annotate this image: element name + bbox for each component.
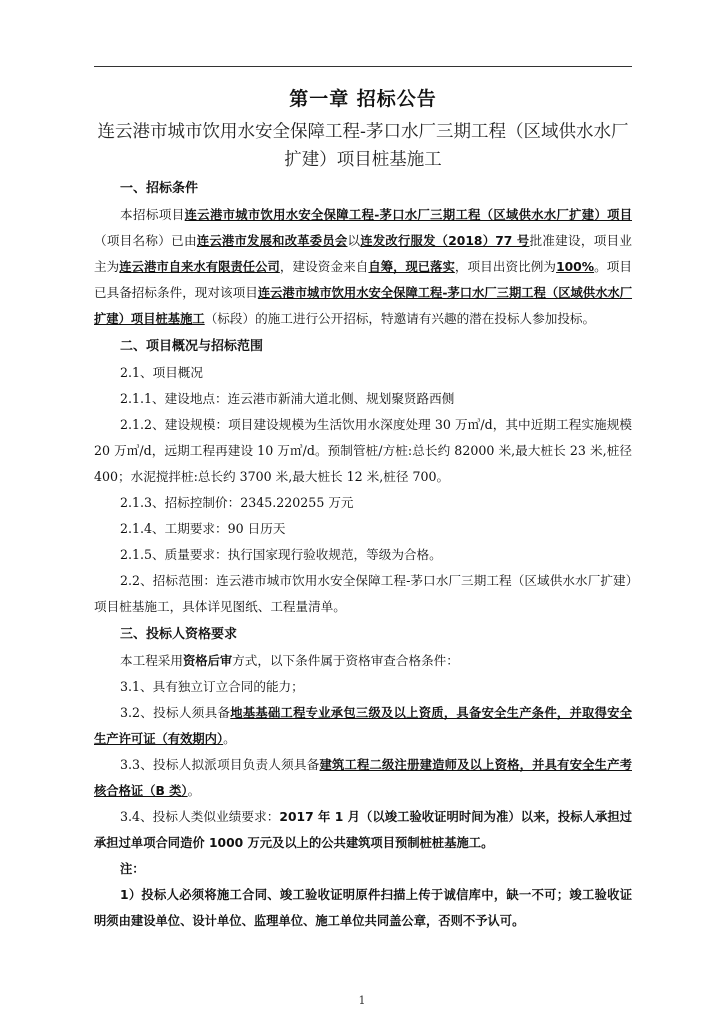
text: 3.2、投标人须具备 (120, 705, 231, 720)
project-name: 连云港市城市饮用水安全保障工程-茅口水厂三期工程（区域供水水厂扩建）项目 (184, 208, 633, 222)
text: 以 (347, 233, 361, 248)
quality-requirement: 2.1.5、质量要求：执行国家现行验收规范，等级为合格。 (120, 547, 442, 562)
text: 本工程采用 (120, 653, 183, 668)
qualification-requirement: 地基基础工程专业承包三级及以上资质，具备安全生产条件，并取得安全生产许可证（有效期内） (94, 706, 632, 746)
tender-control-price: 2.1.3、招标控制价：2345.220255 万元 (120, 495, 354, 510)
text: ，项目出资比例为 (454, 259, 557, 274)
qualification-intro (94, 648, 632, 674)
text: （标段）的施工进行公开招标，特邀请有兴趣的潜在投标人参加投标。 (204, 311, 596, 326)
text: 。 (223, 731, 236, 746)
page-number: 1 (358, 994, 366, 1007)
text: 3.4、投标人类似业绩要求： (120, 809, 280, 824)
project-owner: 连云港市自来水有限责任公司 (119, 260, 280, 274)
construction-period: 2.1.4、工期要求：90 日历天 (120, 521, 286, 536)
approval-authority: 连云港市发展和改革委员会 (196, 234, 348, 248)
text: 。项目已具备招标条件，现对该项目 (94, 259, 633, 300)
text: 本招标项目 (120, 207, 185, 222)
construction-location: 2.1.1、建设地点：连云港市新浦大道北侧、规划聚贤路西侧 (120, 391, 455, 406)
performance-requirement: 2017 年 1 月（以竣工验收证明时间为准）以来，投标人承担过承担过单项合同造价 1000 万元及以上的公共建筑项目预制桩桩基施工。 (94, 810, 632, 850)
qualification-3-1: 3.1、具有独立订立合同的能力； (120, 679, 304, 694)
section-2-heading: 二、项目概况与招标范围 (120, 339, 264, 354)
funding-source: 自筹，现已落实 (368, 260, 455, 274)
funding-ratio: 100% (556, 260, 595, 274)
header-rule (94, 66, 632, 67)
text: ，建设资金来自 (279, 259, 369, 274)
note-1: 1）投标人必须将施工合同、竣工验收证明原件扫描上传于诚信库中，缺一不可；竣工验收证明须由建设单位、设计单位、监理单位、施工单位共同盖公章，否则不予认可。 (94, 888, 632, 928)
project-subtitle: 连云港市城市饮用水安全保障工程-茅口水厂三期工程（区域供水水厂扩建）项目桩基施工 (97, 122, 629, 170)
project-manager-requirement: 建筑工程二级注册建造师及以上资格，并具有安全生产考核合格证（B 类） (94, 758, 632, 798)
section-3-heading: 三、投标人资格要求 (120, 627, 238, 642)
text: 3.3、投标人拟派项目负责人须具备 (120, 757, 320, 772)
note-label: 注： (120, 862, 145, 876)
construction-scale: 2.1.2、建设规模：项目建设规模为生活饮用水深度处理 30 万㎥/d，其中近期工程实施规模 20 万㎥/d，远期工程再建设 10 万㎥/d。预制管桩/方桩:总长约 82000 米,最大桩长 23 米,桩径 400；水泥搅拌桩:总长约 3700 米,最大桩长 12 米,桩径 700。 (94, 417, 632, 484)
qualification-3-3 (94, 752, 632, 804)
tender-conditions-paragraph (94, 202, 632, 332)
qualification-3-2 (94, 700, 632, 752)
section-1-heading: 一、招标条件 (120, 181, 199, 196)
qualification-3-4 (94, 804, 632, 856)
text: （项目名称）已由 (94, 233, 197, 248)
document-page (94, 76, 632, 934)
approval-document-number: 连发改行服发（2018）77 号 (360, 234, 530, 248)
chapter-title: 第一章 招标公告 (289, 88, 437, 110)
review-method: 资格后审 (182, 654, 233, 668)
text: 批准建设，项目业主为 (94, 233, 633, 274)
tender-section-name: 连云港市城市饮用水安全保障工程-茅口水厂三期工程（区域供水水厂扩建）项目桩基施工 (94, 286, 633, 326)
text: 。 (187, 783, 201, 798)
text: 方式，以下条件属于资格审查合格条件： (232, 653, 459, 668)
project-overview: 2.1、项目概况 (120, 365, 203, 380)
tender-scope: 2.2、招标范围：连云港市城市饮用水安全保障工程-茅口水厂三期工程（区域供水水厂扩建）项目桩基施工，具体详见图纸、工程量清单。 (94, 573, 632, 614)
